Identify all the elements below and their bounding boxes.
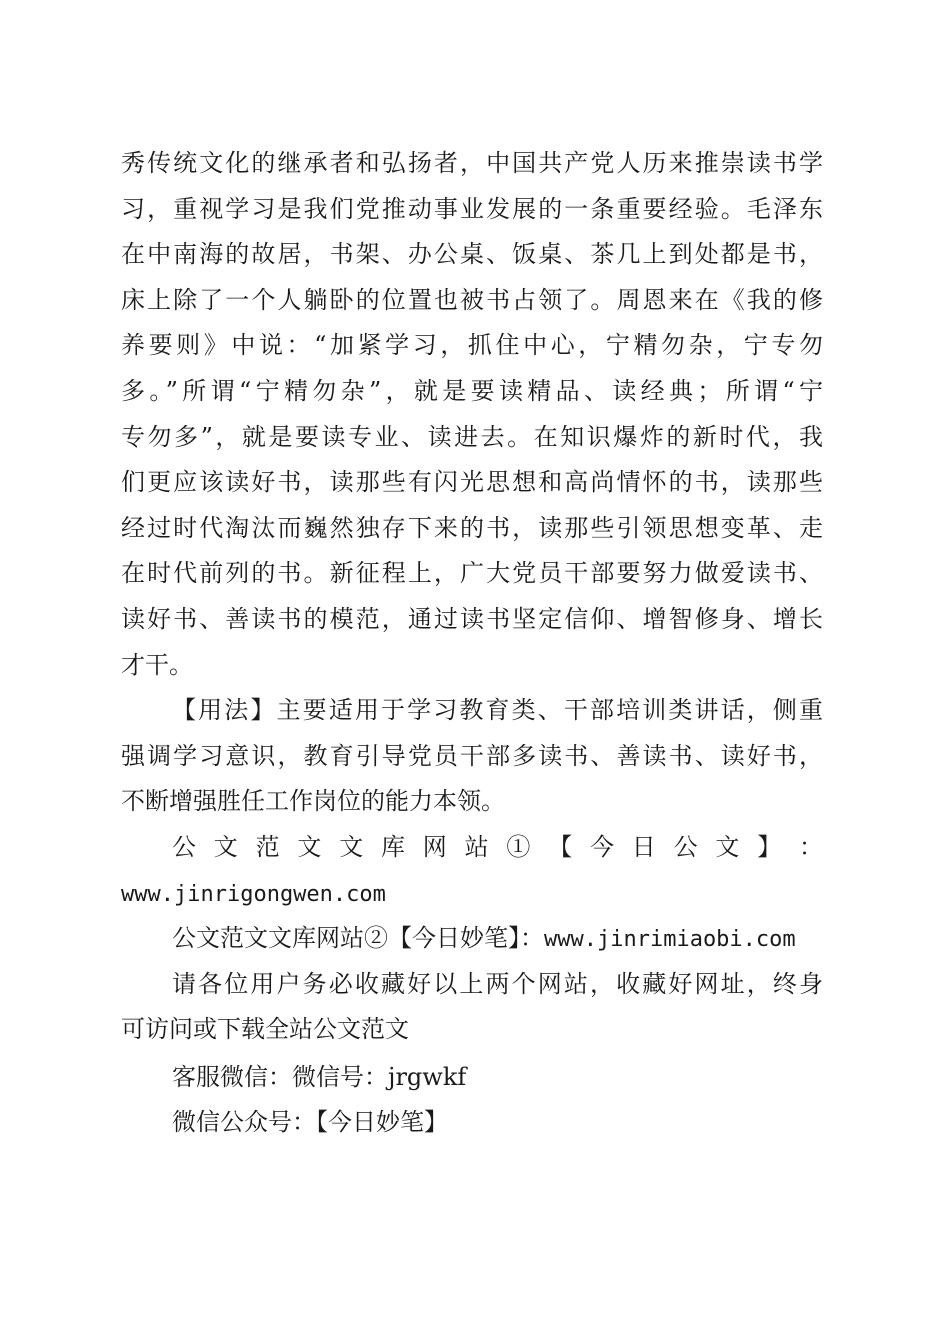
official-account-line: 微信公众号：【今日妙笔】	[172, 1108, 448, 1137]
service-block	[121, 1055, 823, 1146]
document-page	[121, 141, 823, 1146]
paragraph-line: 习，重视学习是我们党推动事业发展的一条重要经验。毛泽东	[121, 194, 823, 223]
site-two-label: 公文范文文库网站②【今日妙笔】：	[172, 924, 544, 953]
body-paragraph	[121, 141, 823, 688]
site-two-block	[121, 916, 823, 962]
paragraph-line: 经过时代淘汰而巍然独存下来的书，读那些引领思想变革、走	[121, 513, 823, 542]
notice-line: 请各位用户务必收藏好以上两个网站，收藏好网址，终身	[172, 969, 823, 998]
notice-paragraph	[121, 962, 823, 1053]
paragraph-line: 在中南海的故居，书架、办公桌、饭桌、茶几上到处都是书，	[121, 240, 823, 269]
usage-paragraph	[121, 688, 823, 825]
paragraph-line: 秀传统文化的继承者和弘扬者，中国共产党人历来推崇读书学	[121, 149, 823, 177]
usage-line: 强调学习意识，教育引导党员干部多读书、善读书、读好书，	[121, 741, 823, 770]
site-two-url-link[interactable]: www.jinrimiaobi.com	[544, 927, 796, 953]
service-wechat-line: 客服微信：微信号：jrgwkf	[172, 1062, 467, 1091]
paragraph-line: 们更应该读好书，读那些有闪光思想和高尚情怀的书，读那些	[121, 468, 823, 497]
paragraph-line: 读好书、善读书的模范，通过读书坚定信仰、增智修身、增长	[121, 604, 823, 633]
paragraph-line: 专勿多”，就是要读专业、读进去。在知识爆炸的新时代，我	[121, 422, 823, 451]
paragraph-line: 养要则》中说：“加紧学习，抓住中心，宁精勿杂，宁专勿	[121, 331, 823, 360]
usage-line: 【用法】主要适用于学习教育类、干部培训类讲话，侧重	[172, 696, 823, 725]
paragraph-line: 才干。	[121, 650, 193, 679]
site-one-url-line	[121, 871, 823, 917]
site-one-block	[121, 825, 823, 916]
site-two-line	[121, 916, 823, 962]
paragraph-line: 在时代前列的书。新征程上，广大党员干部要努力做爱读书、	[121, 559, 823, 588]
site-one-label: 公 文 范 文 文 库 网 站 ① 【 今 日 公 文 】 ：	[172, 832, 823, 861]
paragraph-line: 床上除了一个人躺卧的位置也被书占领了。周恩来在《我的修	[121, 285, 823, 314]
notice-line: 可访问或下载全站公文范文	[121, 1015, 409, 1044]
site-one-url-link[interactable]: www.jinrigongwen.com	[121, 881, 386, 907]
usage-line: 不断增强胜任工作岗位的能力本领。	[121, 787, 505, 816]
paragraph-line: 多。”所谓“宁精勿杂”，就是要读精品、读经典；所谓“宁	[121, 376, 823, 405]
